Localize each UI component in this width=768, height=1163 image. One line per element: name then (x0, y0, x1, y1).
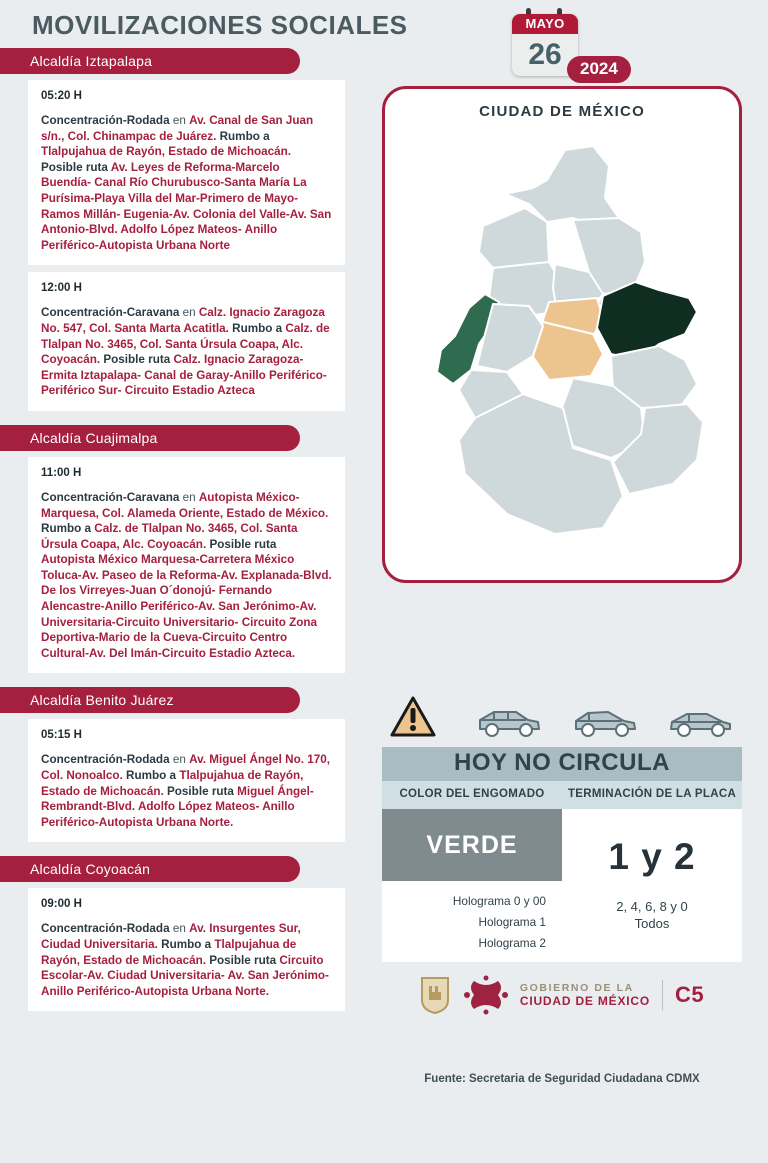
description-segment: Tlalpujahua de Rayón, Estado de Michoacán. (41, 145, 292, 159)
page-title: MOVILIZACIONES SOCIALES (32, 10, 408, 40)
description-segment: Posible ruta (41, 160, 111, 174)
hnc-col2-header: TERMINACIÓN DE LA PLACA (567, 788, 737, 800)
plate-endings: 1 y 2 (608, 836, 696, 877)
borough-pill: Alcaldía Iztapalapa (0, 48, 300, 74)
hnc-subheaders (382, 781, 742, 809)
c5-label: C5 (675, 982, 705, 1007)
description-segment: Concentración-Caravana (41, 490, 180, 504)
footer-divider (662, 980, 663, 1010)
hoy-no-circula-panel (382, 695, 742, 962)
footer (382, 965, 742, 1085)
event-time: 12:00 H (41, 282, 82, 295)
cdmx-shield-icon (420, 976, 450, 1014)
description-segment: Calz. de Tlalpan No. 3465, Col. Santa Úrsula Coapa, Alc. Coyoacán. (41, 522, 298, 551)
event-description (41, 921, 332, 999)
event-card (28, 272, 345, 411)
map-title: CIUDAD DE MÉXICO (479, 103, 645, 120)
gov-line2: CIUDAD DE MÉXICO (519, 994, 650, 1008)
description-segment: Calz. de Tlalpan No. 3465, Col. Santa Úrsula Coapa, Alc. Coyoacán. (41, 321, 330, 367)
description-segment: en (169, 753, 190, 767)
description-segment: en (169, 922, 190, 936)
borough-pill: Alcaldía Coyoacán (0, 856, 300, 882)
description-segment: Calz. Ignacio Zaragoza No. 547, Col. Santa Marta Acatitla. (41, 306, 325, 335)
calendar-widget (512, 8, 618, 78)
description-segment: Rumbo a (216, 129, 270, 143)
map-panel (382, 86, 742, 583)
cdmx-logo-icon (460, 975, 512, 1015)
description-segment: Autopista México Marquesa-Carretera México Toluca-Av. Paseo de la Reforma-Av. Explanada-Blvd. De los Virreyes-Juan O´donojú- Fernando Alencastre-Anillo Periférico-Av. San Jerónimo-Av. Universitaria-Circuito Universitario- Circuito Zona Deportiva-Mario de la Cueva-Circuito Centro Cultural-Av. Del Imán-Circuito Estadio Azteca. (41, 553, 332, 660)
description-segment: Autopista México-Marquesa, Col. Alameda Oriente, Estado de México. (41, 490, 329, 520)
description-segment: Av. Leyes de Reforma-Marcelo Buendía- Canal Río Churubusco-Santa María La Purísima-Playa Villa del Mar-Primero de Mayo-Ramos Millán- Eugenia-Av. Colonia del Valle-Av. San Antonio-Blvd. Adolfo López Mateos- Anillo Periférico-Autopista Urbana Norte (41, 160, 332, 252)
source-text: Fuente: Secretaria de Seguridad Ciudadana CDMX (424, 1073, 700, 1085)
hnc-body (382, 809, 742, 962)
vehicle-icon-row (382, 695, 742, 747)
hologram-item: Holograma 2 (478, 936, 546, 950)
calendar-day: 26 (528, 38, 562, 71)
description-segment: en (179, 490, 199, 504)
description-segment: en (179, 306, 199, 320)
event-description (41, 490, 332, 662)
government-branding (382, 965, 742, 1025)
event-card (28, 888, 345, 1011)
car-icon (476, 709, 542, 739)
description-segment: Concentración-Rodada (41, 753, 170, 767)
plate-note-line1: 2, 4, 6, 8 y 0 (616, 899, 688, 914)
event-card (28, 80, 345, 265)
hnc-plate-column (562, 809, 742, 962)
description-segment: Concentración-Rodada (41, 114, 170, 127)
borough-azcapotzalco (479, 208, 549, 268)
car-icon (572, 709, 638, 739)
hnc-sticker-column (382, 809, 562, 962)
description-segment: Posible ruta (206, 537, 277, 551)
plate-note-line2: Todos (634, 916, 670, 931)
event-description (41, 113, 332, 253)
event-description (41, 305, 332, 399)
description-segment: Concentración-Caravana (41, 306, 180, 320)
event-time: 09:00 H (41, 898, 82, 911)
borough-pill: Alcaldía Cuajimalpa (0, 425, 300, 451)
borough-pill: Alcaldía Benito Juárez (0, 687, 300, 713)
description-segment: Av. Miguel Ángel No. 170, Col. Nonoalco. (41, 753, 331, 783)
description-segment: Rumbo a (41, 522, 95, 536)
event-time: 05:20 H (41, 90, 82, 102)
event-card (28, 719, 345, 842)
description-segment: Concentración-Rodada (41, 922, 170, 936)
event-time: 11:00 H (41, 466, 82, 479)
mobilizations-list (0, 48, 360, 1018)
calendar-month: MAYO (512, 14, 578, 34)
hologram-item: Holograma 1 (478, 915, 546, 929)
warning-icon (390, 695, 436, 739)
description-segment: Circuito Escolar-Av. Ciudad Universitaria- Av. San Jerónimo-Anillo Periférico-Autopista Urbana Norte. (41, 953, 329, 998)
car-icon (667, 709, 733, 739)
government-text (520, 982, 650, 1008)
description-segment: Miguel Ángel-Rembrandt-Blvd. Adolfo López Mateos- Anillo Periférico-Autopista Urbana Norte. (41, 784, 314, 829)
hologram-list (382, 881, 562, 962)
description-segment: Rumbo a (122, 769, 180, 783)
description-segment: Av. Insurgentes Sur, Ciudad Universitaria. (41, 922, 301, 951)
hnc-heading: HOY NO CIRCULA (382, 747, 742, 781)
description-segment: Tlalpujahua de Rayón, Estado de Michoacán. (41, 769, 304, 798)
description-segment: Posible ruta (163, 784, 238, 798)
description-segment: Tlalpujahua de Rayón, Estado de Michoacán. (41, 938, 297, 967)
sticker-color-badge: VERDE (382, 809, 562, 881)
description-segment: Calz. Ignacio Zaragoza-Ermita Iztapalapa- Canal de Garay-Anillo Periférico-Periférico Sur- Circuito Estadio Azteca (41, 353, 327, 398)
hologram-item: Holograma 0 y 00 (452, 894, 546, 908)
event-card (28, 457, 345, 674)
event-description (41, 752, 332, 830)
description-segment: Rumbo a (157, 938, 215, 951)
event-time: 05:15 H (41, 729, 82, 742)
cdmx-map (397, 122, 727, 552)
description-segment: en (169, 114, 190, 127)
description-segment: Rumbo a (228, 321, 286, 335)
hnc-col1-header: COLOR DEL ENGOMADO (399, 788, 545, 800)
description-segment: Av. Canal de San Juan s/n., Col. Chinampac de Juárez. (41, 114, 314, 143)
description-segment: Posible ruta (100, 353, 174, 367)
calendar-year: 2024 (567, 56, 631, 83)
plate-note (562, 878, 742, 932)
gov-line1: GOBIERNO DE LA (519, 982, 634, 994)
description-segment: Posible ruta (205, 953, 280, 967)
